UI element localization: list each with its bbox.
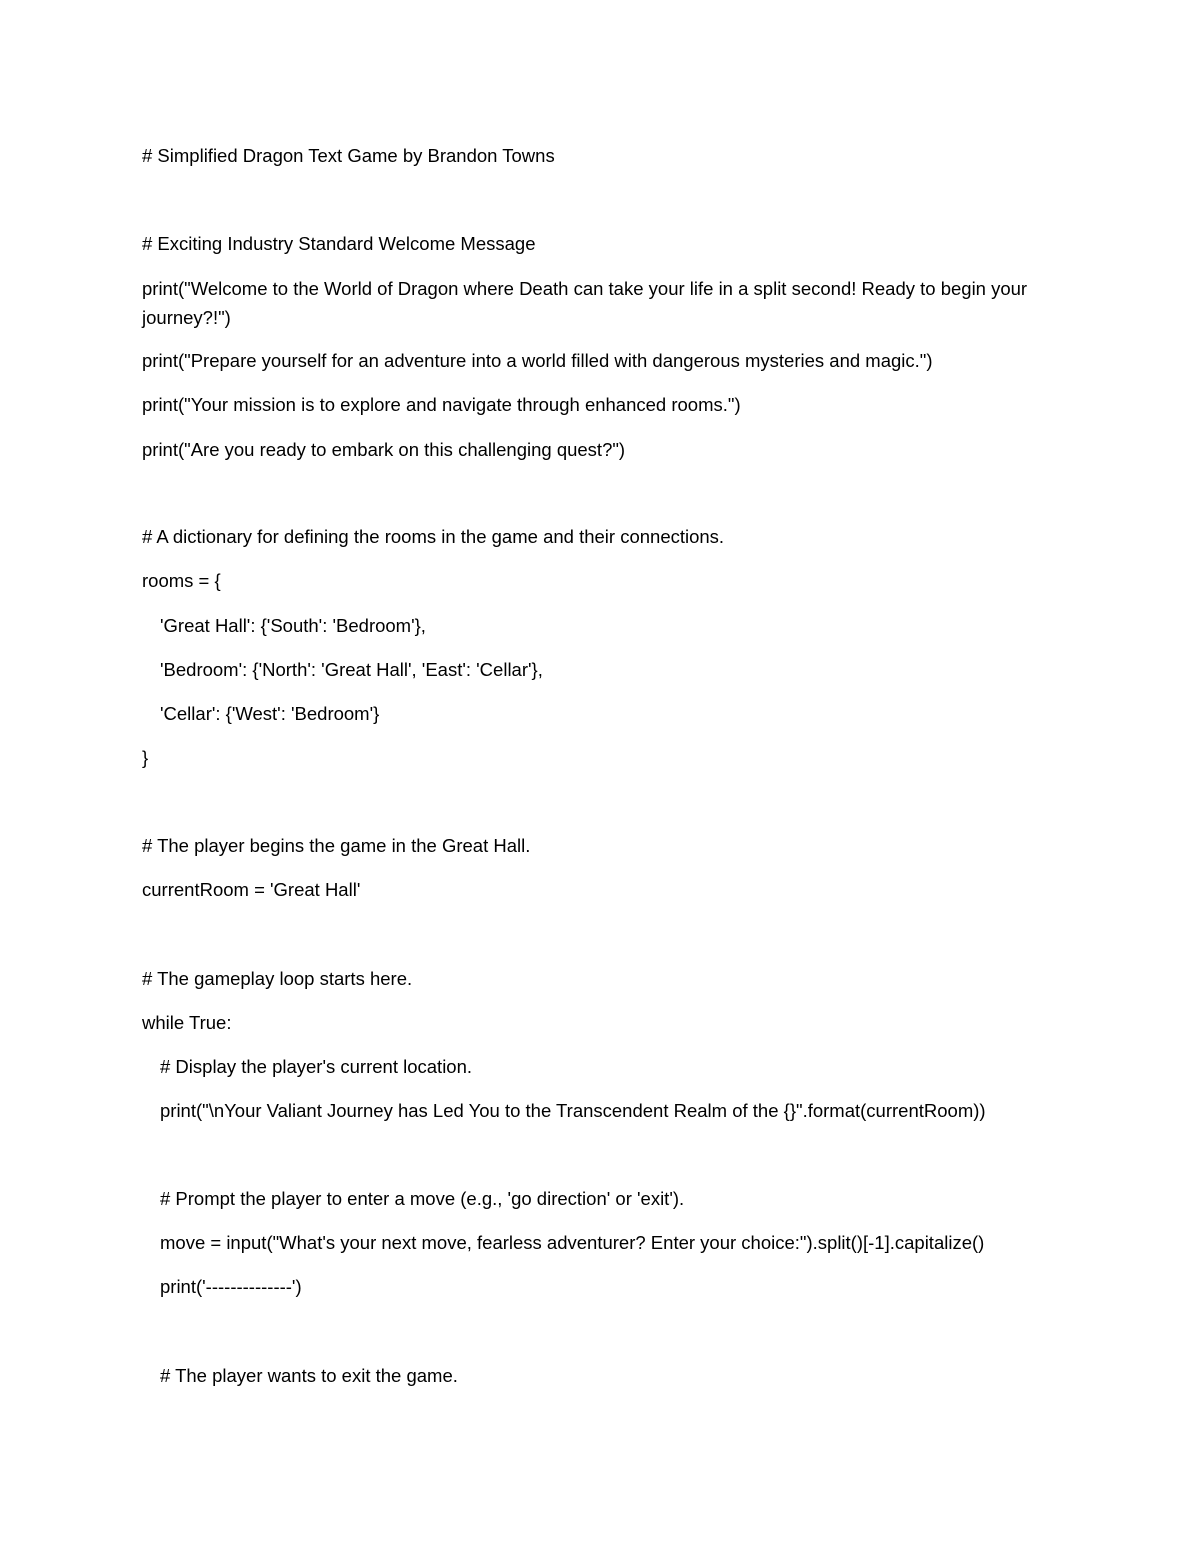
exit-comment: # The player wants to exit the game.	[160, 1365, 458, 1386]
room-cellar: 'Cellar': {'West': 'Bedroom'}	[160, 703, 380, 724]
loop-comment: # The gameplay loop starts here.	[142, 968, 413, 989]
rooms-close: }	[142, 747, 149, 768]
prompt-move-comment: # Prompt the player to enter a move (e.g., 'go direction' or 'exit').	[160, 1188, 685, 1209]
room-great-hall: 'Great Hall': {'South': 'Bedroom'},	[160, 615, 426, 636]
print-welcome: print("Welcome to the World of Dragon where Death can take your life in a split second! Ready to begin your journey?!")	[142, 278, 1033, 328]
move-input: move = input("What's your next move, fearless adventurer? Enter your choice:").split()[-1].capitalize()	[160, 1232, 985, 1253]
print-prepare: print("Prepare yourself for an adventure into a world filled with dangerous mysteries and magic.")	[142, 350, 933, 371]
room-bedroom: 'Bedroom': {'North': 'Great Hall', 'East': 'Cellar'},	[160, 659, 543, 680]
print-location: print("\nYour Valiant Journey has Led You to the Transcendent Realm of the {}".format(currentRoom))	[160, 1100, 986, 1121]
title-comment: # Simplified Dragon Text Game by Brandon Towns	[142, 145, 555, 166]
rooms-open: rooms = {	[142, 570, 221, 591]
display-location-comment: # Display the player's current location.	[160, 1056, 473, 1077]
current-room-assign: currentRoom = 'Great Hall'	[142, 879, 361, 900]
rooms-comment: # A dictionary for defining the rooms in the game and their connections.	[142, 526, 725, 547]
welcome-comment: # Exciting Industry Standard Welcome Message	[142, 233, 536, 254]
while-true: while True:	[142, 1012, 232, 1033]
print-mission: print("Your mission is to explore and navigate through enhanced rooms.")	[142, 394, 741, 415]
start-room-comment: # The player begins the game in the Great Hall.	[142, 835, 531, 856]
print-divider: print('--------------')	[160, 1276, 302, 1297]
print-ready: print("Are you ready to embark on this challenging quest?")	[142, 439, 626, 460]
